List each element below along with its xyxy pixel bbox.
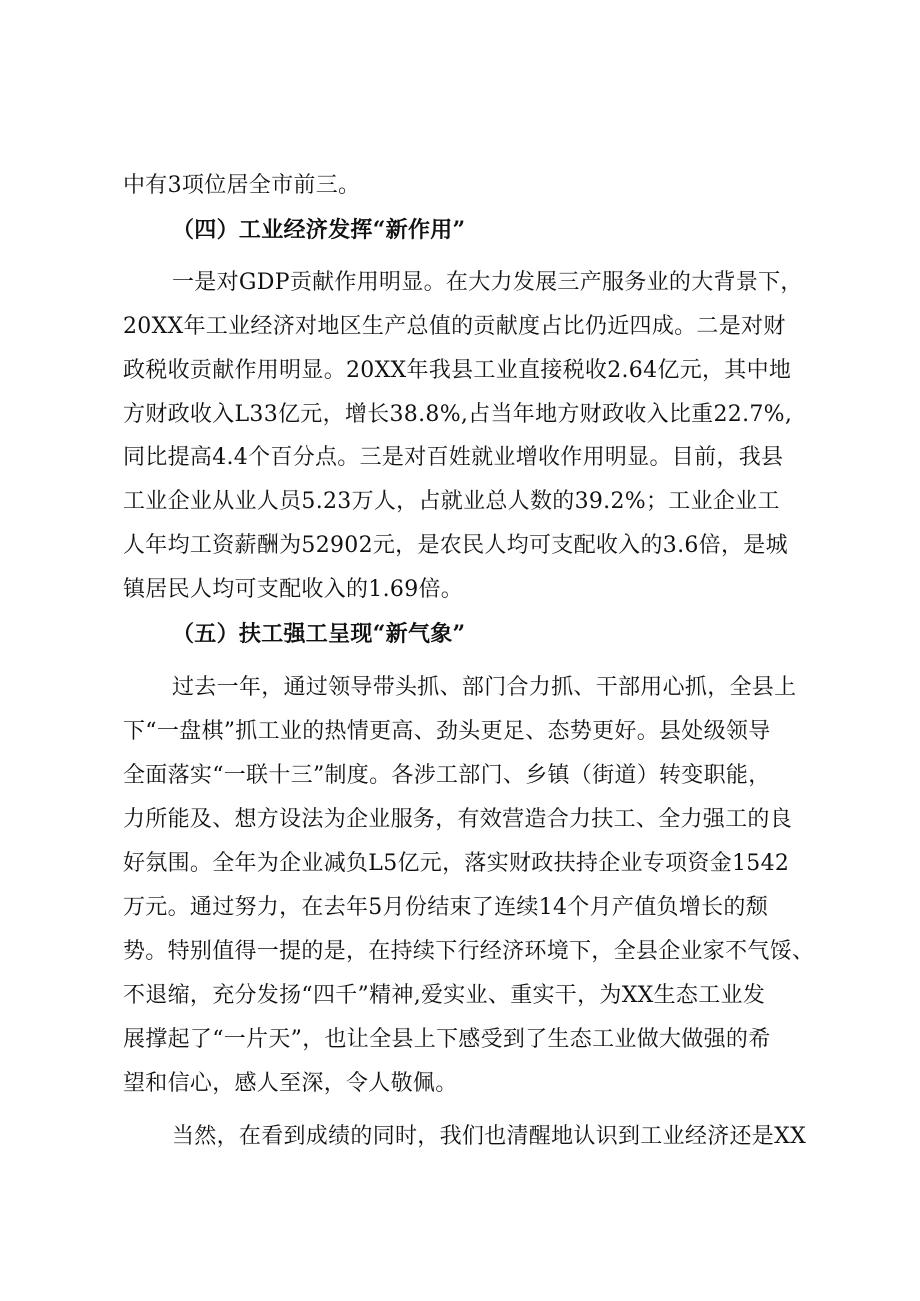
section-heading: （五）扶工强工呈现“新气象” bbox=[172, 621, 466, 647]
text-line: 人年均工资薪酬为52902元，是农民人均可支配收入的3.6倍，是城 bbox=[123, 533, 788, 558]
text-line: 全面落实“一联十三”制度。各涉工部门、乡镇（街道）转变职能， bbox=[123, 763, 771, 788]
text-line: 不退缩，充分发扬“四千”精神,爱实业、重实干，为XX生态工业发 bbox=[123, 983, 766, 1008]
text-line: 工业企业从业人员5.23万人，占就业总人数的39.2%；工业企业工 bbox=[123, 489, 780, 514]
text-line: 好氛围。全年为企业减负L5亿元，落实财政扶持企业专项资金1542 bbox=[123, 851, 790, 876]
text-line: 望和信心，感人至深，令人敬佩。 bbox=[123, 1071, 458, 1096]
text-line: 势。特别值得一提的是，在持续下行经济环境下，全县企业家不气馁、 bbox=[123, 939, 815, 964]
text-line: 力所能及、想方设法为企业服务，有效营造合力扶工、全力强工的良 bbox=[123, 807, 793, 832]
text-line: 过去一年，通过领导带头抓、部门合力抓、干部用心抓，全县上 bbox=[172, 675, 797, 700]
section-heading: （四）工业经济发挥“新作用” bbox=[172, 217, 466, 243]
text-line: 20XX年工业经济对地区生产总值的贡献度占比仍近四成。二是对财 bbox=[123, 314, 786, 339]
text-line: 镇居民人均可支配收入的1.69倍。 bbox=[123, 577, 464, 602]
text-line: 下“一盘棋”抓工业的热情更高、劲头更足、态势更好。县处级领导 bbox=[123, 719, 771, 744]
text-line: 方财政收入L33亿元，增长38.8%,占当年地方财政收入比重22.7%, bbox=[123, 402, 793, 427]
text-line: 同比提高4.4个百分点。三是对百姓就业增收作用明显。目前，我县 bbox=[123, 445, 784, 470]
text-line: 当然，在看到成绩的同时，我们也清醒地认识到工业经济还是XX bbox=[172, 1124, 807, 1149]
text-line: 中有3项位居全市前三。 bbox=[123, 173, 361, 198]
text-line: 展撑起了“一片天”，也让全县上下感受到了生态工业做大做强的希 bbox=[123, 1027, 771, 1052]
text-line: 万元。通过努力，在去年5月份结束了连续14个月产值负增长的颓 bbox=[123, 895, 768, 920]
text-line: 一是对GDP贡献作用明显。在大力发展三产服务业的大背景下， bbox=[172, 270, 803, 295]
text-line: 政税收贡献作用明显。20XX年我县工业直接税收2.64亿元，其中地 bbox=[123, 358, 792, 383]
